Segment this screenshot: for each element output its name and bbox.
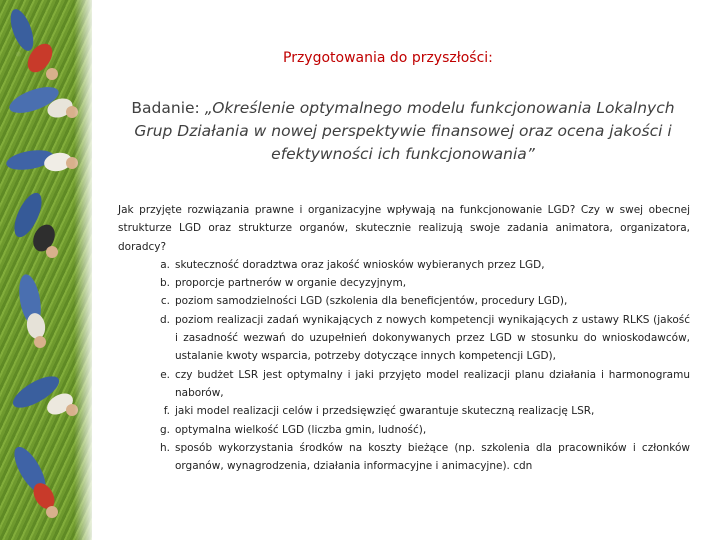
list-marker: g. <box>159 423 170 436</box>
list-item <box>118 439 690 476</box>
main-question: Jak przyjęte rozwiązania prawne i organizacyjne wpływają na funkcjonowanie LGD? Czy w swej obecnej strukturze LGD oraz strukturze organów, skutecznie realizują swoje zadania animatora, organizatora, doradcy? <box>118 204 690 253</box>
lying-person-6 <box>8 370 78 418</box>
question-list <box>118 256 690 476</box>
list-item <box>118 366 690 403</box>
list-item-text: poziom samodzielności LGD (szkolenia dla beneficjentów, procedury LGD), <box>175 295 568 308</box>
list-item-text: czy budżet LSR jest optymalny i jaki przyjęto model realizacji planu działania i harmonogramu naborów, <box>175 368 690 399</box>
list-marker: c. <box>160 295 170 308</box>
list-item <box>118 421 690 439</box>
research-questions <box>118 201 690 475</box>
lying-person-2 <box>6 82 78 121</box>
study-prefix: Badanie: <box>131 99 205 117</box>
page-title: Przygotowania do przyszłości: <box>283 50 493 66</box>
lying-person-5 <box>16 273 47 348</box>
list-marker: d. <box>159 313 170 326</box>
list-item <box>118 292 690 310</box>
list-item <box>118 256 690 274</box>
list-marker: b. <box>159 277 170 290</box>
lying-person-1 <box>6 6 58 80</box>
lying-person-7 <box>8 442 58 518</box>
list-item-text: optymalna wielkość LGD (liczba gmin, ludność), <box>175 423 427 436</box>
list-item <box>118 311 690 366</box>
list-item-text: proporcje partnerów w organie decyzyjnym, <box>175 277 407 290</box>
lying-person-3 <box>5 147 78 173</box>
lying-person-4 <box>9 189 59 258</box>
list-item-text: poziom realizacji zadań wynikających z nowych kompetencji wynikających z ustawy RLKS (jakość i zasadność wezwań do uzupełnień dokonywanych przez LGD w stosunku do wnioskodawców, ustalanie kwoty wsparcia, potrzeby dotyczące innych kompetencji LGD), <box>175 313 690 363</box>
list-item-text: jaki model realizacji celów i przedsięwzięć gwarantuje skuteczną realizację LSR, <box>175 405 595 418</box>
study-name: „Określenie optymalnego modelu funkcjonowania Lokalnych Grup Działania w nowej perspektywie finansowej oraz ocena jakości i efektywności ich funkcjonowania” <box>134 99 675 163</box>
list-marker: a. <box>160 258 170 271</box>
list-item-text: skuteczność doradztwa oraz jakość wniosków wybieranych przez LGD, <box>175 258 545 271</box>
list-marker: e. <box>160 368 170 381</box>
grass-photo-strip <box>0 0 92 540</box>
study-title <box>112 97 694 166</box>
people-on-grass-illustration <box>0 0 92 540</box>
list-marker: h. <box>160 441 170 454</box>
list-item <box>118 274 690 292</box>
list-item <box>118 402 690 420</box>
list-marker: f. <box>163 405 170 418</box>
list-item-text: sposób wykorzystania środków na koszty bieżące (np. szkolenia dla pracowników i członków organów, wynagrodzenia, działania informacyjne i animacyjne). cdn <box>175 441 690 473</box>
